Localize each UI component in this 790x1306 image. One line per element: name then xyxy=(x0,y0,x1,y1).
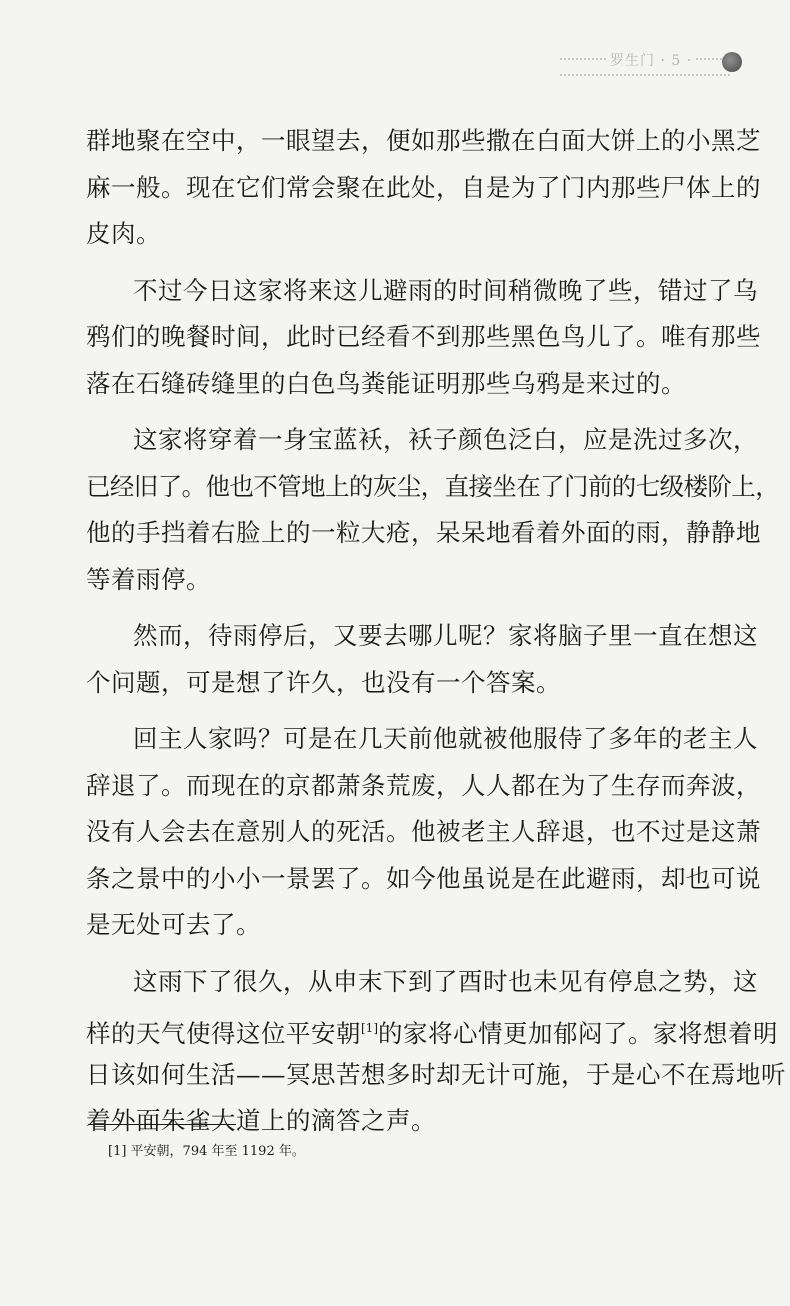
text-line: 着外面朱雀大道上的滴答之声。 xyxy=(86,1106,436,1135)
text-line: 个问题，可是想了许久，也没有一个答案。 xyxy=(86,667,561,697)
paragraph xyxy=(86,118,761,258)
paragraph xyxy=(86,959,786,1145)
footnote-separator xyxy=(88,1124,236,1125)
text-line: 皮肉。 xyxy=(86,219,161,248)
text-line: 辞退了。而现在的京都萧条荒废，人人都在为了生存而奔波， xyxy=(86,770,761,800)
text-line: 回主人家吗？可是在几天前他就被他服侍了多年的老主人 xyxy=(133,724,758,753)
header-dotted-rule-lower xyxy=(560,74,730,77)
footnote-reference[interactable]: [1] xyxy=(361,1021,378,1035)
text-line: 日该如何生活——冥思苦想多时却无计可施，于是心不在焉地听 xyxy=(86,1059,786,1089)
paragraph xyxy=(86,268,761,408)
text-line: 然而，待雨停后，又要去哪儿呢？家将脑子里一直在想这 xyxy=(133,621,758,650)
running-header xyxy=(560,38,770,88)
page-marker-circle xyxy=(722,52,742,72)
text-line: 没有人会去在意别人的死活。他被老主人辞退，也不过是这萧 xyxy=(86,817,761,846)
text-line-start: 样的天气使得这位平安朝 xyxy=(86,1019,361,1048)
paragraph xyxy=(86,613,758,706)
text-line: 不过今日这家将来这儿避雨的时间稍微晚了些，错过了乌 xyxy=(133,275,758,305)
text-line-with-footnote-ref xyxy=(86,1005,778,1052)
text-line: 麻一般。现在它们常会聚在此处，自是为了门内那些尸体上的 xyxy=(86,172,761,202)
text-line: 群地聚在空中，一眼望去，便如那些撒在白面大饼上的小黑芝 xyxy=(86,126,761,155)
running-head-text: 罗生门 · 5 · xyxy=(606,50,696,70)
paragraph xyxy=(86,417,780,603)
text-line-end: 的家将心情更加郁闷了。家将想着明 xyxy=(378,1019,778,1048)
text-line: 落在石缝砖缝里的白色鸟粪能证明那些乌鸦是来过的。 xyxy=(86,368,686,398)
text-line: 这家将穿着一身宝蓝袄，袄子颜色泛白，应是洗过多次， xyxy=(133,425,758,454)
body-text xyxy=(86,118,786,1145)
text-line: 鸦们的晚餐时间，此时已经看不到那些黑色鸟儿了。唯有那些 xyxy=(86,322,761,351)
text-line: 已经旧了。他也不管地上的灰尘，直接坐在了门前的七级楼阶上， xyxy=(86,471,780,501)
footnote: [1] 平安朝，794 年至 1192 年。 xyxy=(108,1144,305,1159)
text-line: 他的手挡着右脸上的一粒大疮，呆呆地看着外面的雨，静静地 xyxy=(86,518,761,547)
paragraph xyxy=(86,716,761,949)
text-line: 等着雨停。 xyxy=(86,564,211,594)
text-line: 这雨下了很久，从申末下到了酉时也未见有停息之势，这 xyxy=(133,966,758,996)
text-line: 是无处可去了。 xyxy=(86,910,261,939)
text-line: 条之景中的小小一景罢了。如今他虽说是在此避雨，却也可说 xyxy=(86,863,761,893)
